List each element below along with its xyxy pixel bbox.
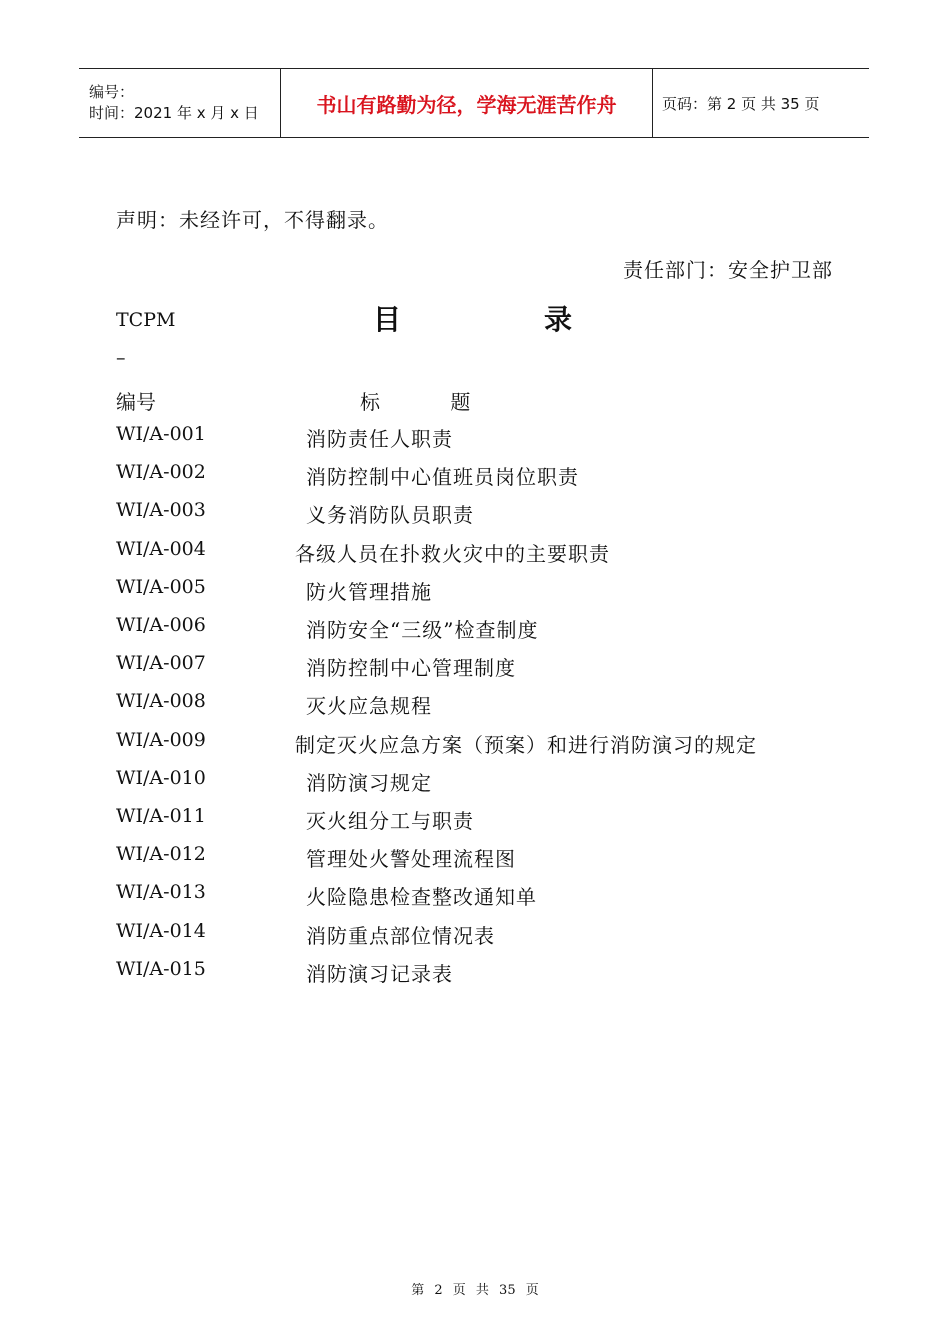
toc-row [0, 958, 950, 996]
toc-item-code: WI/A-003 [116, 499, 206, 522]
toc-item-code: WI/A-004 [116, 537, 206, 560]
toc-row [0, 920, 950, 958]
toc-item-code: WI/A-012 [116, 843, 206, 866]
document-number-label: 编号： [89, 83, 135, 101]
toc-row [0, 881, 950, 919]
toc-item-title: 火险隐患检查整改通知单 [306, 885, 537, 910]
toc-row [0, 576, 950, 614]
toc-row [0, 767, 950, 805]
toc-row [0, 423, 950, 461]
toc-item-code: WI/A-009 [116, 728, 206, 751]
toc-item-title: 灭火组分工与职责 [306, 809, 474, 833]
toc-item-code: WI/A-014 [116, 919, 206, 942]
dash-mark: – [116, 347, 126, 369]
toc-item-title: 管理处火警处理流程图 [306, 847, 516, 872]
toc-row [0, 690, 950, 728]
toc-row [0, 499, 950, 537]
toc-item-title: 消防控制中心管理制度 [306, 656, 516, 681]
toc-item-title: 义务消防队员职责 [306, 503, 474, 528]
toc-title-part2: 录 [544, 303, 573, 336]
toc-item-code: WI/A-015 [116, 957, 206, 980]
header-page-info: 页码：第 2 页 共 35 页 [662, 94, 820, 113]
toc-item-title: 消防演习记录表 [306, 961, 453, 986]
document-date: 时间：2021 年 x 月 x 日 [89, 104, 259, 122]
page-footer: 第 2 页 共 35 页 [411, 1283, 539, 1298]
toc-item-code: WI/A-001 [116, 423, 206, 445]
toc-item-code: WI/A-008 [116, 690, 206, 713]
toc-row [0, 729, 950, 767]
toc-item-title: 各级人员在扑救火灾中的主要职责 [295, 541, 610, 566]
toc-row [0, 652, 950, 690]
toc-item-title: 灭火应急规程 [306, 694, 432, 719]
responsible-department: 责任部门：安全护卫部 [623, 258, 833, 282]
toc-item-code: WI/A-010 [116, 766, 206, 789]
toc-item-title: 制定灭火应急方案（预案）和进行消防演习的规定 [295, 732, 757, 757]
toc-item-title: 消防责任人职责 [306, 427, 453, 451]
toc-row [0, 538, 950, 576]
document-code: TCPM [116, 309, 176, 331]
toc-item-title: 消防演习规定 [306, 770, 432, 795]
page-header [79, 68, 869, 138]
toc-item-code: WI/A-006 [116, 614, 206, 636]
toc-row [0, 843, 950, 881]
toc-item-title: 消防安全“三级”检查制度 [306, 618, 539, 642]
toc-item-title: 消防控制中心值班员岗位职责 [306, 465, 579, 490]
toc-item-code: WI/A-002 [116, 461, 206, 484]
column-header-title: 标 题 [360, 390, 471, 414]
toc-row [0, 805, 950, 843]
header-motto: 书山有路勤为径，学海无涯苦作舟 [281, 69, 653, 137]
copyright-statement: 声明：未经许可，不得翻录。 [116, 208, 389, 232]
toc-item-title: 防火管理措施 [306, 579, 432, 604]
toc-row [0, 461, 950, 499]
toc-item-code: WI/A-011 [116, 805, 206, 827]
toc-item-title: 消防重点部位情况表 [306, 923, 495, 948]
toc-item-code: WI/A-007 [116, 652, 206, 675]
toc-item-code: WI/A-005 [116, 575, 206, 598]
column-header-code: 编号 [116, 390, 156, 414]
toc-item-code: WI/A-013 [116, 881, 206, 904]
toc-row [0, 614, 950, 652]
header-meta [79, 69, 281, 137]
toc-title-part1: 目 [373, 303, 402, 336]
